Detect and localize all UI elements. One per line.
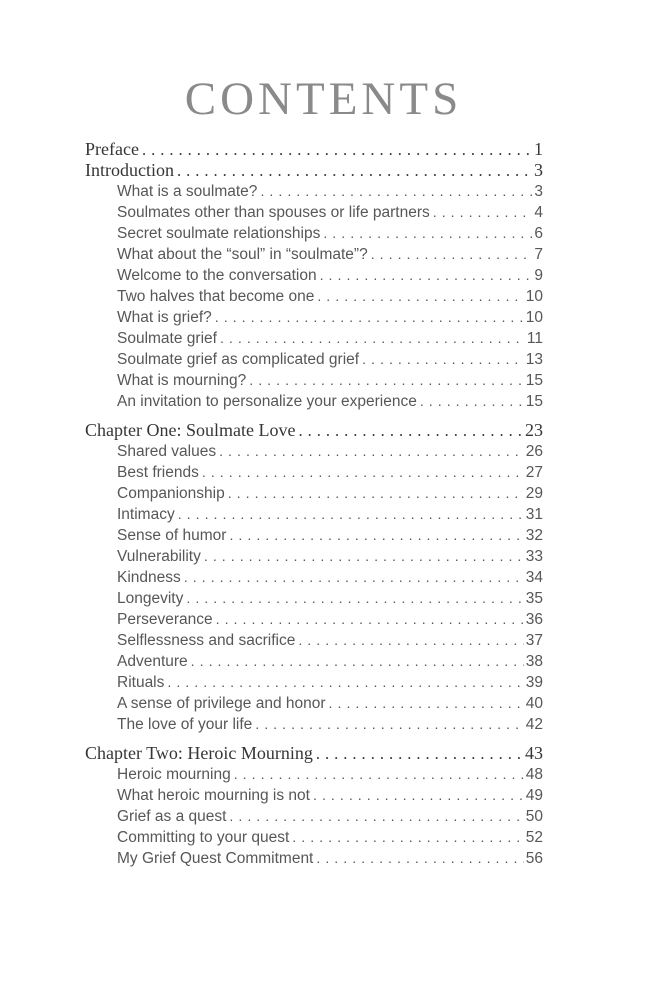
toc-entry-page: 39 — [525, 674, 543, 691]
toc-entry-label: What is grief? — [117, 309, 212, 326]
toc-entry-label: Selflessness and sacrifice — [117, 632, 296, 649]
toc-entry-page: 32 — [525, 527, 543, 544]
toc-entry-page: 40 — [525, 695, 543, 712]
toc-entry-label: What is a soulmate? — [117, 183, 258, 200]
toc-entry-page: 43 — [525, 743, 543, 763]
toc-entry-label: The love of your life — [117, 716, 253, 733]
toc-entry-page: 11 — [526, 330, 543, 347]
toc-entry — [85, 848, 543, 869]
dot-leader — [142, 139, 532, 160]
dot-leader — [298, 630, 523, 652]
toc-entry-label: Sense of humor — [117, 527, 227, 544]
dot-leader — [329, 693, 524, 715]
toc-entry-label: Adventure — [117, 653, 188, 670]
dot-leader — [220, 328, 525, 350]
toc-entry-page: 52 — [525, 829, 543, 846]
toc-entry-page: 37 — [525, 632, 543, 649]
toc-entry — [85, 693, 543, 714]
toc-entry-page: 29 — [525, 485, 543, 502]
toc-entry-page: 15 — [525, 372, 543, 389]
toc-entry-page: 49 — [525, 787, 543, 804]
toc-entry — [85, 139, 543, 160]
toc-entry-label: A sense of privilege and honor — [117, 695, 326, 712]
dot-leader — [316, 743, 523, 764]
toc-entry — [85, 525, 543, 546]
toc-entry-label: Chapter One: Soulmate Love — [85, 420, 296, 440]
toc-entry-label: Welcome to the conversation — [117, 267, 317, 284]
toc-entry-page: 42 — [525, 716, 543, 733]
toc-entry — [85, 546, 543, 567]
dot-leader — [229, 525, 523, 547]
toc-entry-label: Soulmates other than spouses or life partners — [117, 204, 430, 221]
toc-entry-page: 38 — [525, 653, 543, 670]
toc-entry-label: An invitation to personalize your experience — [117, 393, 417, 410]
toc-entry-page: 27 — [525, 464, 543, 481]
toc-entry-page: 31 — [525, 506, 543, 523]
toc-entry — [85, 743, 543, 764]
dot-leader — [204, 546, 524, 568]
toc-entry-label: What is mourning? — [117, 372, 247, 389]
toc-entry-label: Best friends — [117, 464, 199, 481]
toc-entry-label: Heroic mourning — [117, 766, 231, 783]
toc-entry — [85, 462, 543, 483]
toc-entry-label: Rituals — [117, 674, 165, 691]
dot-leader — [323, 223, 532, 245]
toc-entry-page: 35 — [525, 590, 543, 607]
dot-leader — [362, 349, 524, 371]
toc-entry-label: Two halves that become one — [117, 288, 315, 305]
toc-entry-label: What heroic mourning is not — [117, 787, 310, 804]
toc-entry-label: Secret soulmate relationships — [117, 225, 321, 242]
toc-entry-label: Soulmate grief — [117, 330, 217, 347]
toc-entry-label: Companionship — [117, 485, 225, 502]
dot-leader — [178, 504, 524, 526]
toc-entry — [85, 244, 543, 265]
dot-leader — [186, 588, 523, 610]
toc-entry — [85, 714, 543, 735]
page-title: CONTENTS — [184, 73, 463, 125]
toc-entry — [85, 588, 543, 609]
toc-entry-label: Perseverance — [117, 611, 213, 628]
toc-entry-page: 4 — [534, 204, 543, 221]
toc-entry-page: 50 — [525, 808, 543, 825]
toc-entry — [85, 307, 543, 328]
dot-leader — [191, 651, 524, 673]
dot-leader — [167, 672, 523, 694]
toc-entry-label: Committing to your quest — [117, 829, 290, 846]
toc-entry — [85, 483, 543, 504]
toc-entry-page: 34 — [525, 569, 543, 586]
toc-entry — [85, 441, 543, 462]
dot-leader — [219, 441, 524, 463]
dot-leader — [298, 420, 523, 441]
toc-entry-label: Shared values — [117, 443, 217, 460]
toc-entry-page: 56 — [525, 850, 543, 867]
toc-rows — [85, 139, 543, 869]
toc-entry-label: Soulmate grief as complicated grief — [117, 351, 360, 368]
toc-entry — [85, 764, 543, 785]
dot-leader — [249, 370, 524, 392]
toc-entry-page: 33 — [525, 548, 543, 565]
toc-entry-page: 1 — [534, 139, 543, 159]
toc-entry — [85, 504, 543, 525]
toc-entry-page: 10 — [525, 288, 543, 305]
toc-entry — [85, 202, 543, 223]
dot-leader — [255, 714, 523, 736]
dot-leader — [184, 567, 524, 589]
dot-leader — [313, 785, 524, 807]
toc-entry — [85, 223, 543, 244]
dot-leader — [202, 462, 524, 484]
toc-entry — [85, 160, 543, 181]
toc-entry-page: 23 — [525, 420, 543, 440]
toc-entry-label: Preface — [85, 139, 139, 159]
toc-entry-label: Vulnerability — [117, 548, 201, 565]
toc-entry — [85, 391, 543, 412]
toc-entry-label: Introduction — [85, 160, 174, 180]
toc-entry — [85, 349, 543, 370]
toc-entry-page: 6 — [534, 225, 543, 242]
toc-entry — [85, 328, 543, 349]
toc-entry-label: Chapter Two: Heroic Mourning — [85, 743, 313, 763]
toc-entry-page: 9 — [534, 267, 543, 284]
toc-entry-label: What about the “soul” in “soulmate”? — [117, 246, 368, 263]
toc-entry — [85, 181, 543, 202]
dot-leader — [371, 244, 533, 266]
dot-leader — [215, 307, 524, 329]
toc-entry — [85, 630, 543, 651]
dot-leader — [229, 806, 523, 828]
toc-entry-label: Intimacy — [117, 506, 175, 523]
dot-leader — [320, 265, 533, 287]
toc-entry-page: 36 — [525, 611, 543, 628]
toc-entry — [85, 609, 543, 630]
dot-leader — [177, 160, 532, 181]
toc-entry — [85, 420, 543, 441]
dot-leader — [317, 286, 523, 308]
toc-entry-page: 3 — [534, 160, 543, 180]
dot-leader — [228, 483, 524, 505]
dot-leader — [433, 202, 533, 224]
dot-leader — [216, 609, 524, 631]
dot-leader — [260, 181, 532, 203]
toc-entry — [85, 785, 543, 806]
toc-entry-page: 7 — [534, 246, 543, 263]
toc-entry-page: 15 — [525, 393, 543, 410]
dot-leader — [292, 827, 523, 849]
toc-entry — [85, 651, 543, 672]
toc-entry-label: My Grief Quest Commitment — [117, 850, 314, 867]
toc-entry-label: Longevity — [117, 590, 184, 607]
dot-leader — [420, 391, 524, 413]
toc-entry-page: 13 — [525, 351, 543, 368]
dot-leader — [234, 764, 524, 786]
toc-entry — [85, 286, 543, 307]
toc-entry-label: Kindness — [117, 569, 181, 586]
toc-entry — [85, 567, 543, 588]
toc-entry — [85, 827, 543, 848]
toc-entry — [85, 370, 543, 391]
toc-entry — [85, 806, 543, 827]
toc-entry-page: 48 — [525, 766, 543, 783]
toc-entry — [85, 672, 543, 693]
dot-leader — [316, 848, 523, 870]
toc-entry-label: Grief as a quest — [117, 808, 227, 825]
toc-entry — [85, 265, 543, 286]
toc-entry-page: 3 — [534, 183, 543, 200]
toc-entry-page: 26 — [525, 443, 543, 460]
toc-entry-page: 10 — [525, 309, 543, 326]
